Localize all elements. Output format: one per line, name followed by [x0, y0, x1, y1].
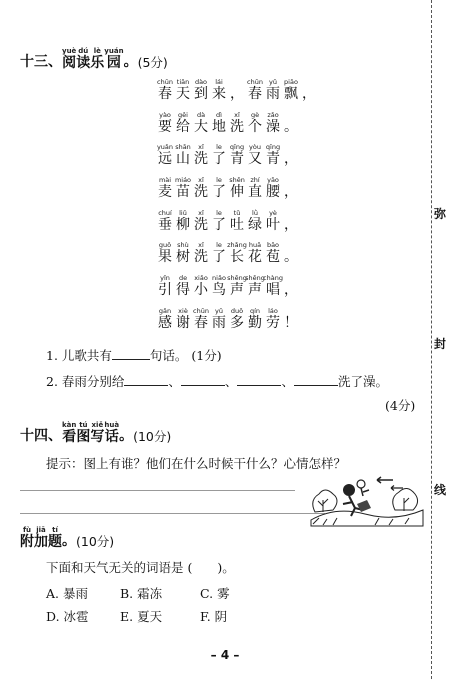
- poem-char: le 了: [212, 209, 226, 233]
- section-14-hint: 提示：图上有谁？他们在什么时候干什么？心情怎样？: [46, 456, 347, 471]
- poem-char: ，: [284, 151, 298, 167]
- poem-char: qīng 青: [229, 143, 245, 167]
- poem-char: gè 个: [248, 111, 262, 135]
- poem-char: guǒ 果: [158, 241, 172, 265]
- tree-icon: [313, 490, 337, 512]
- poem-char: liǔ 柳: [176, 209, 190, 233]
- ruby-char: huà 话: [104, 421, 120, 445]
- poem-char: shēn 伸: [229, 176, 245, 200]
- poem-char: ，: [230, 86, 244, 102]
- binding-char-xian: 线: [434, 483, 447, 497]
- poem-char: huā 花: [248, 241, 262, 265]
- ruby-char: lè 乐: [90, 47, 105, 71]
- poem-char: xiǎo 小: [194, 274, 208, 298]
- poem-char: yǐn 引: [158, 274, 172, 298]
- poem-char: ，: [284, 282, 298, 298]
- poem-char: qīng 青: [265, 143, 281, 167]
- ruby-char: tí 题: [48, 526, 62, 550]
- page-number: – 4 –: [210, 648, 240, 662]
- bonus-question: 下面和天气无关的词语是 ( )。: [46, 560, 235, 575]
- answer-blank[interactable]: [124, 374, 168, 386]
- option-e[interactable]: E. 夏天: [120, 609, 163, 624]
- section-14-number: 十四、: [20, 428, 62, 444]
- option-f[interactable]: F. 阴: [200, 609, 228, 624]
- poem-char: ！: [284, 315, 298, 331]
- poem-char: le 了: [212, 241, 226, 265]
- option-a[interactable]: A. 暴雨: [46, 586, 88, 601]
- poem-char: yāo 腰: [266, 176, 280, 200]
- poem-char: piāo 飘: [284, 78, 298, 102]
- poem-char: chūn 春: [247, 78, 263, 102]
- poem-char: lái 来: [212, 78, 226, 102]
- binding-char-mi: 弥: [434, 207, 447, 221]
- writing-line[interactable]: [20, 490, 295, 491]
- poem-char: chàng 唱: [263, 274, 283, 298]
- option-d[interactable]: D. 冰雹: [46, 609, 89, 624]
- binding-dashed-line: [431, 0, 432, 679]
- question-2: 2. 春雨分别给 、 、 、 洗了澡。: [46, 374, 388, 389]
- question-1: 1. 儿歌共有 句话。 (1分): [46, 348, 222, 363]
- poem-char: dào 到: [194, 78, 208, 102]
- ruby-char: yuè 阅: [62, 47, 77, 71]
- poem-char: yǔ 雨: [212, 307, 226, 331]
- poem-char: xǐ 洗: [194, 209, 208, 233]
- section-13-title: 十三、 yuè 阅 dú 读 lè 乐 yuán 园 。 (5分): [20, 47, 168, 71]
- poem-line: [156, 111, 300, 135]
- poem-char: chūn 春: [193, 307, 209, 331]
- ruby-char: kàn 看: [62, 421, 77, 445]
- poem-char: miáo 苗: [174, 176, 192, 200]
- bonus-title: fù 附 jiā 加 tí 题 。 (10分): [20, 526, 115, 550]
- poem-char: ，: [284, 217, 298, 233]
- option-c[interactable]: C. 雾: [200, 586, 230, 601]
- tree-icon: [393, 488, 418, 511]
- poem-line: [156, 241, 300, 265]
- option-b[interactable]: B. 霜冻: [120, 586, 163, 601]
- poem-char: le 了: [212, 176, 226, 200]
- ruby-char: jiā 加: [34, 526, 48, 550]
- arrow-icon: [377, 477, 403, 491]
- poem-char: shēng 声: [227, 274, 247, 298]
- ruby-char: yuán 园: [104, 47, 124, 71]
- section-14-title: 十四、 kàn 看 tú 图 xiě 写 huà 话 。 (10分): [20, 421, 172, 445]
- poem-line: [156, 176, 300, 200]
- binding-char-feng: 封: [434, 337, 447, 351]
- poem-char: shù 树: [176, 241, 190, 265]
- poem-char: yuǎn 远: [156, 143, 174, 167]
- question-2-score: (4分): [385, 398, 416, 413]
- poem-char: duō 多: [230, 307, 244, 331]
- poem-char: niǎo 鸟: [212, 274, 226, 298]
- poem-char: xǐ 洗: [194, 241, 208, 265]
- poem-char: tǔ 吐: [230, 209, 244, 233]
- poem-char: de 得: [176, 274, 190, 298]
- writing-line[interactable]: [20, 513, 325, 514]
- poem-char: ，: [302, 86, 316, 102]
- child-icon: [357, 480, 369, 496]
- poem-char: 。: [284, 119, 298, 135]
- poem-char: bāo 苞: [266, 241, 280, 265]
- section-13-number: 十三、: [20, 54, 62, 70]
- answer-blank[interactable]: [112, 348, 150, 360]
- poem-char: gěi 给: [176, 111, 190, 135]
- kids-in-rain-illustration: [305, 470, 427, 530]
- poem-char: zhǎng 长: [227, 241, 247, 265]
- bonus-score: (10分): [76, 534, 115, 549]
- poem-char: lǜ 绿: [248, 209, 262, 233]
- poem-char: le 了: [212, 143, 226, 167]
- poem-char: xǐ 洗: [194, 143, 208, 167]
- answer-blank[interactable]: [294, 374, 338, 386]
- poem-char: dà 大: [194, 111, 208, 135]
- ruby-char: xiě 写: [90, 421, 105, 445]
- poem-char: zhí 直: [248, 176, 262, 200]
- poem-line: [156, 274, 300, 298]
- poem-line: [156, 209, 300, 233]
- poem-char: chuí 垂: [158, 209, 172, 233]
- poem-char: zǎo 澡: [266, 111, 280, 135]
- poem-char: chūn 春: [157, 78, 173, 102]
- section-13-score: (5分): [137, 55, 168, 70]
- answer-blank[interactable]: [181, 374, 225, 386]
- poem-char: xiè 谢: [176, 307, 190, 331]
- poem-char: yǔ 雨: [266, 78, 280, 102]
- ruby-char: fù 附: [20, 526, 34, 550]
- poem-char: xǐ 洗: [230, 111, 244, 135]
- poem-char: ，: [284, 184, 298, 200]
- ruby-char: tú 图: [76, 421, 91, 445]
- poem-line: [156, 78, 318, 102]
- poem-char: yào 要: [158, 111, 172, 135]
- ruby-char: dú 读: [76, 47, 91, 71]
- poem-char: dì 地: [212, 111, 226, 135]
- poem-char: shēng 声: [245, 274, 265, 298]
- poem-char: tiān 天: [176, 78, 190, 102]
- poem-char: yè 叶: [266, 209, 280, 233]
- section-14-score: (10分): [133, 429, 172, 444]
- poem-char: shān 山: [175, 143, 191, 167]
- poem-char: 。: [284, 249, 298, 265]
- answer-blank[interactable]: [237, 374, 281, 386]
- poem-char: qín 勤: [248, 307, 262, 331]
- poem-char: xǐ 洗: [194, 176, 208, 200]
- poem-line: [156, 143, 300, 167]
- poem-char: mài 麦: [158, 176, 172, 200]
- poem-char: láo 劳: [266, 307, 280, 331]
- poem-char: yòu 又: [248, 143, 262, 167]
- poem-line: [156, 307, 300, 331]
- poem-char: gǎn 感: [158, 307, 172, 331]
